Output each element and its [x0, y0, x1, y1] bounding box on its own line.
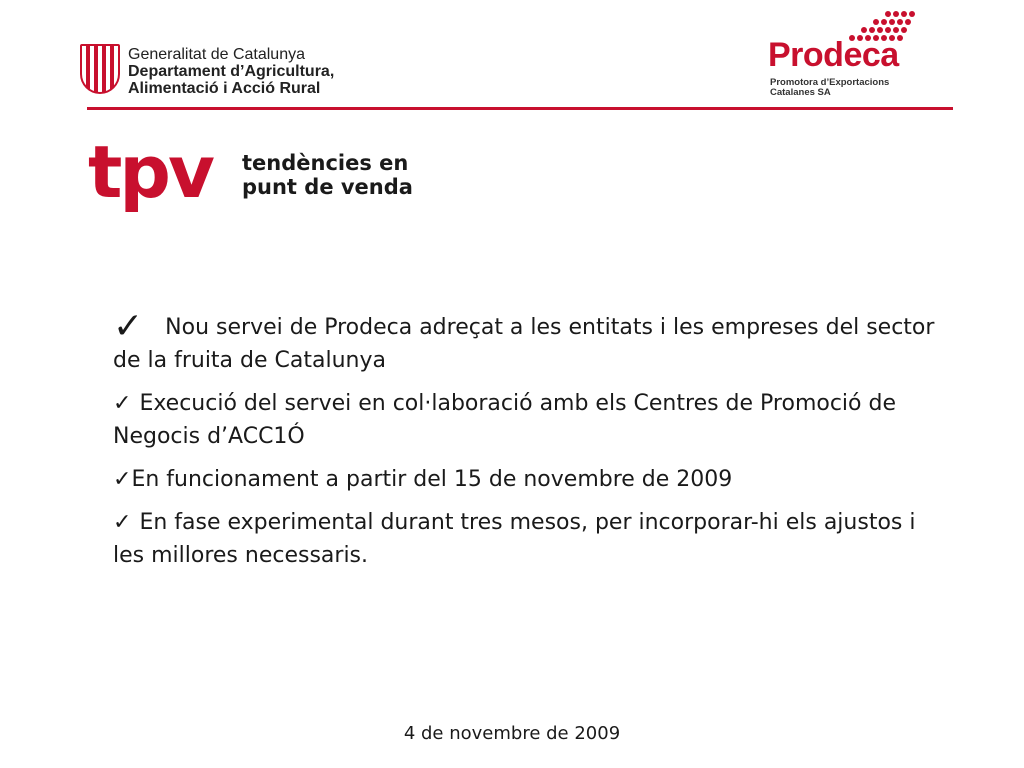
tpv-tagline	[242, 151, 482, 199]
prodeca-subtitle-line2: Catalanes SA	[770, 87, 831, 98]
checkmark-icon: ✓	[113, 391, 132, 416]
bullet-text: Execució del servei en col·laboració amb els Centres de Promoció de Negocis d’ACC1Ó	[113, 391, 896, 449]
generalitat-logo	[80, 44, 380, 98]
checkmark-icon: ✓	[113, 510, 132, 535]
bullet-text: En funcionament a partir del 15 de novembre de 2009	[131, 467, 733, 492]
bullet-text: En fase experimental durant tres mesos, per incorporar-hi els ajustos i les millores necessaris.	[113, 510, 916, 568]
list-item	[113, 463, 953, 496]
header-divider	[87, 107, 953, 110]
prodeca-name: Prodeca	[768, 36, 899, 74]
prodeca-logo	[766, 10, 926, 100]
checkmark-icon: ✓	[113, 306, 144, 347]
tpv-tagline-line2: punt de venda	[242, 175, 413, 199]
bullet-list	[113, 306, 953, 582]
generalitat-text	[128, 46, 334, 97]
list-item	[113, 387, 953, 453]
list-item	[113, 506, 953, 572]
generalitat-shield-icon	[80, 44, 120, 94]
prodeca-subtitle-line1: Promotora d’Exportacions	[770, 77, 890, 88]
bullet-text: Nou servei de Prodeca adreçat a les entitats i les empreses del sector de la fruita de Catalunya	[113, 315, 935, 373]
tpv-tagline-line1: tendències en	[242, 151, 409, 175]
list-item	[113, 306, 953, 377]
department-name-line1: Departament d’Agricultura,	[128, 63, 335, 80]
department-name-line2: Alimentació i Acció Rural	[128, 80, 321, 97]
prodeca-subtitle	[770, 78, 889, 98]
tpv-logo: tpv	[88, 130, 212, 214]
checkmark-icon: ✓	[113, 467, 132, 492]
footer-date: 4 de novembre de 2009	[403, 723, 621, 744]
generalitat-name: Generalitat de Catalunya	[128, 46, 305, 63]
